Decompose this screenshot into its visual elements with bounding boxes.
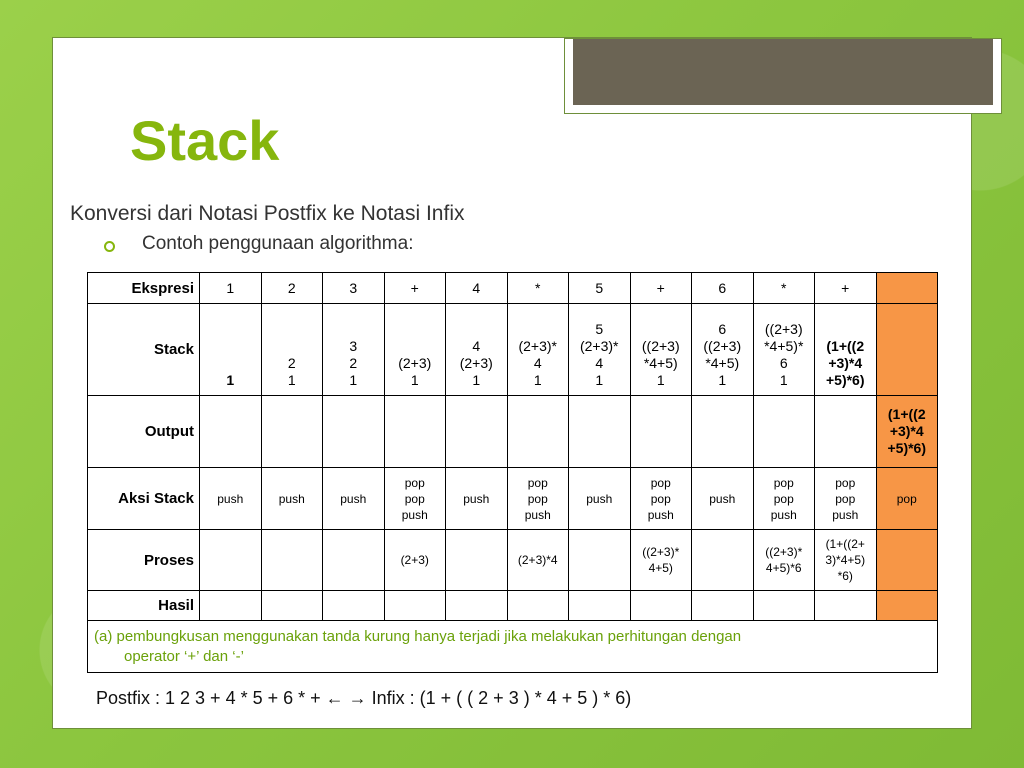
proses-cell [507, 530, 569, 591]
row-header-output: Output [88, 396, 200, 468]
table-row-aksi [88, 468, 938, 530]
cell-line: +5)*6) [887, 440, 927, 456]
row-header-hasil: Hasil [88, 591, 200, 621]
cell-line: push [647, 507, 674, 522]
cell-line: push [340, 491, 367, 506]
output-cell-highlight [876, 396, 938, 468]
output-cell [261, 396, 323, 468]
cell-line: push [524, 507, 551, 522]
cell-line: 1 [472, 372, 481, 388]
aksi-cell [507, 468, 569, 530]
hasil-cell-highlight [876, 591, 938, 621]
table-cell: 6 [692, 273, 754, 304]
hasil-cell [815, 591, 877, 621]
cell-line: pop [404, 491, 425, 506]
table-row-note [88, 621, 938, 673]
cell-line: pop [527, 475, 548, 490]
cell-line: 1 [287, 372, 296, 388]
proses-cell [753, 530, 815, 591]
cell-line: +3)*4 [889, 423, 924, 439]
table-cell: 4 [446, 273, 508, 304]
table-cell: + [630, 273, 692, 304]
output-cell [753, 396, 815, 468]
cell-line: 5 [595, 321, 604, 337]
output-cell [200, 396, 262, 468]
cell-line: (1+((2+ [825, 537, 865, 551]
stack-cell [630, 304, 692, 396]
cell-line: +3)*4 [828, 355, 863, 371]
cell-line: pop [835, 475, 856, 490]
table-cell: * [507, 273, 569, 304]
table-cell: * [753, 273, 815, 304]
table-cell: 1 [200, 273, 262, 304]
cell-line: 3 [349, 338, 358, 354]
cell-line: pop [650, 491, 671, 506]
table-note [88, 621, 938, 673]
proses-cell [692, 530, 754, 591]
hasil-cell [323, 591, 385, 621]
stack-cell [200, 304, 262, 396]
hasil-cell [507, 591, 569, 621]
aksi-cell [692, 468, 754, 530]
aksi-cell [815, 468, 877, 530]
stack-cell [446, 304, 508, 396]
conversion-table [87, 272, 938, 673]
row-header-ekspresi: Ekspresi [88, 273, 200, 304]
output-cell [323, 396, 385, 468]
slide-title: Stack [130, 109, 280, 172]
hasil-cell [692, 591, 754, 621]
output-cell [630, 396, 692, 468]
output-cell [446, 396, 508, 468]
output-cell [507, 396, 569, 468]
cell-line: 1 [349, 372, 358, 388]
header-decoration-fill [573, 39, 993, 105]
proses-cell [815, 530, 877, 591]
cell-line: 6 [718, 321, 727, 337]
cell-line: 1 [718, 372, 727, 388]
proses-cell [630, 530, 692, 591]
hasil-cell [630, 591, 692, 621]
cell-line: push [770, 507, 797, 522]
cell-line: 1 [595, 372, 604, 388]
header-decoration [564, 38, 1002, 114]
proses-cell [261, 530, 323, 591]
stack-cell [569, 304, 631, 396]
cell-line: (2+3)* [579, 338, 619, 354]
cell-line: 2 [287, 355, 296, 371]
cell-line: (1+((2 [826, 338, 865, 354]
cell-line: 4+5)*6 [765, 561, 802, 575]
table-row-output [88, 396, 938, 468]
stack-cell-highlight [876, 304, 938, 396]
cell-line: ((2+3) [764, 321, 803, 337]
hasil-cell [200, 591, 262, 621]
cell-line: *4+5) [643, 355, 678, 371]
cell-line: pop [773, 491, 794, 506]
table-row-stack [88, 304, 938, 396]
cell-line: (2+3) [400, 553, 429, 567]
cell-line: 4 [472, 338, 481, 354]
cell-line: push [463, 491, 490, 506]
cell-line: 1 [656, 372, 665, 388]
hasil-cell [384, 591, 446, 621]
cell-line: 1 [533, 372, 542, 388]
cell-line: 4+5) [648, 561, 673, 575]
aksi-cell [323, 468, 385, 530]
cell-line: 4 [595, 355, 604, 371]
proses-cell [200, 530, 262, 591]
aksi-cell [630, 468, 692, 530]
row-header-aksi: Aksi Stack [88, 468, 200, 530]
cell-line: pop [527, 491, 548, 506]
slide-subtitle: Konversi dari Notasi Postfix ke Notasi Infix [70, 202, 465, 225]
table-cell: 3 [323, 273, 385, 304]
stack-cell [815, 304, 877, 396]
stack-cell [261, 304, 323, 396]
cell-line: (2+3)* [518, 338, 558, 354]
table-cell: 2 [261, 273, 323, 304]
cell-line: push [586, 491, 613, 506]
table-cell: 5 [569, 273, 631, 304]
aksi-cell-highlight [876, 468, 938, 530]
aksi-cell [200, 468, 262, 530]
output-cell [569, 396, 631, 468]
output-cell [692, 396, 754, 468]
cell-line: (2+3) [459, 355, 493, 371]
cell-line: +5)*6) [825, 372, 865, 388]
cell-line: pop [773, 475, 794, 490]
cell-line: 1 [779, 372, 788, 388]
cell-line: ((2+3) [641, 338, 680, 354]
table-cell: + [815, 273, 877, 304]
output-cell [384, 396, 446, 468]
cell-line: ((2+3)* [765, 545, 803, 559]
row-header-proses: Proses [88, 530, 200, 591]
cell-line: pop [404, 475, 425, 490]
cell-line: *4+5)* [764, 338, 804, 354]
note-line-2: operator ‘+’ dan ‘-’ [124, 648, 244, 665]
stack-cell [692, 304, 754, 396]
cell-line: 1 [226, 372, 235, 388]
hasil-cell [261, 591, 323, 621]
aksi-cell [384, 468, 446, 530]
cell-line: push [709, 491, 736, 506]
proses-cell [323, 530, 385, 591]
cell-line: (2+3) [398, 355, 432, 371]
bullet-text: Contoh penggunaan algorithma: [142, 233, 414, 254]
row-header-stack: Stack [88, 304, 200, 396]
stack-cell [753, 304, 815, 396]
conversion-footer: Postfix : 1 2 3 + 4 * 5 + 6 * + ← → Infix : (1 + ( ( 2 + 3 ) * 4 + 5 ) * 6) [96, 688, 632, 708]
aksi-cell [446, 468, 508, 530]
cell-line: ((2+3) [703, 338, 742, 354]
aksi-cell [261, 468, 323, 530]
hasil-cell [446, 591, 508, 621]
cell-line: pop [650, 475, 671, 490]
note-line-1: (a) pembungkusan menggunakan tanda kurung hanya terjadi jika melakukan perhitungan dengan [94, 628, 742, 645]
cell-line: push [401, 507, 428, 522]
cell-line: (2+3)*4 [517, 553, 558, 567]
cell-line: 3)*4+5) [825, 553, 866, 567]
cell-line: 1 [410, 372, 419, 388]
cell-line: *4+5) [705, 355, 740, 371]
cell-line: push [217, 491, 244, 506]
cell-line: 6 [779, 355, 788, 371]
table-row-proses [88, 530, 938, 591]
aksi-cell [753, 468, 815, 530]
bullet-circle-icon [104, 241, 115, 252]
cell-line: 2 [349, 355, 358, 371]
stack-cell [507, 304, 569, 396]
proses-cell-highlight [876, 530, 938, 591]
cell-line: (1+((2 [887, 406, 926, 422]
hasil-cell [569, 591, 631, 621]
table-row-ekspresi [88, 273, 938, 304]
cell-line: ((2+3)* [642, 545, 680, 559]
table-cell-highlight [876, 273, 938, 304]
table-row-hasil [88, 591, 938, 621]
proses-cell [569, 530, 631, 591]
output-cell [815, 396, 877, 468]
cell-line: *6) [837, 569, 853, 583]
cell-line: push [832, 507, 859, 522]
cell-line: push [278, 491, 305, 506]
stack-cell [384, 304, 446, 396]
aksi-cell [569, 468, 631, 530]
cell-line: pop [835, 491, 856, 506]
hasil-cell [753, 591, 815, 621]
cell-line: pop [896, 491, 917, 506]
stack-cell [323, 304, 385, 396]
proses-cell [446, 530, 508, 591]
proses-cell [384, 530, 446, 591]
table-cell: + [384, 273, 446, 304]
cell-line: 4 [533, 355, 542, 371]
bullet-item [104, 233, 413, 255]
